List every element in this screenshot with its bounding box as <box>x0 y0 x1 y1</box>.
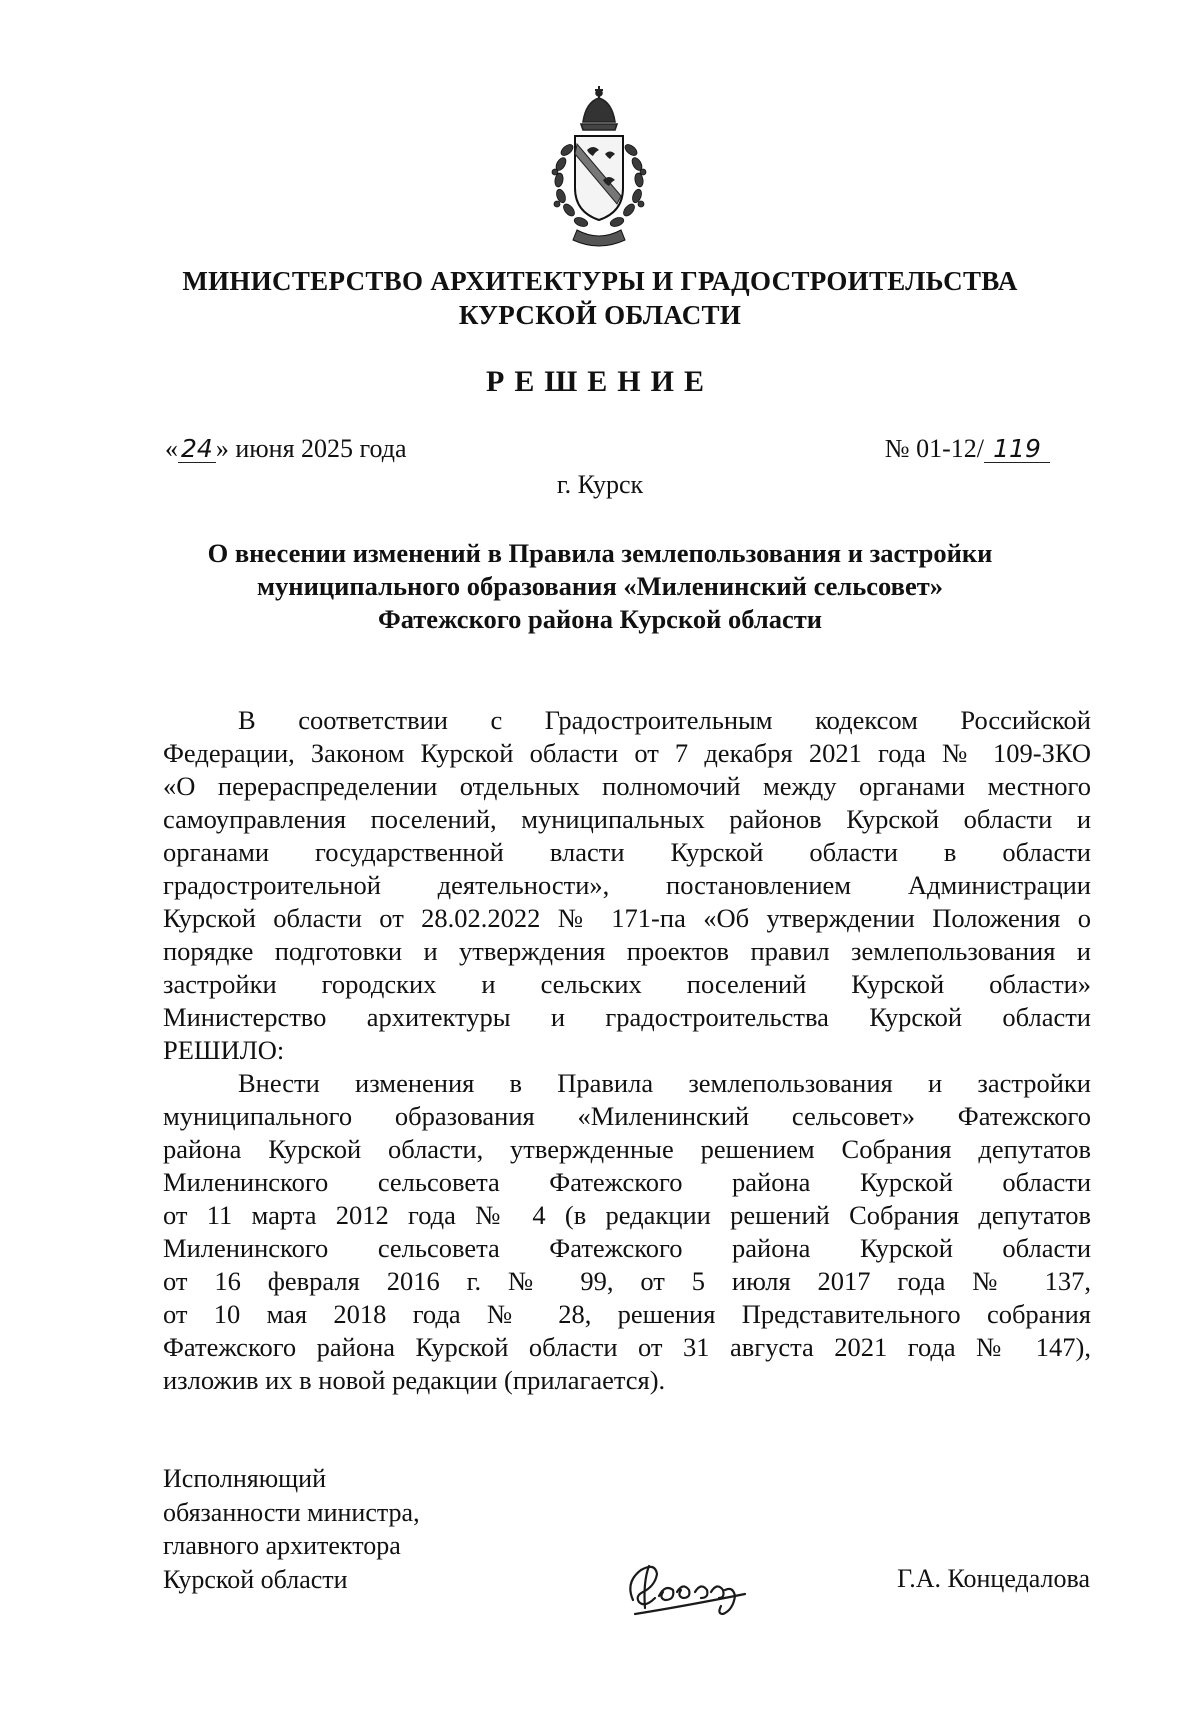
handwritten-signature-icon <box>615 1552 765 1622</box>
body-line: от 11 марта 2012 года № 4 (в редакции решений Собрания депутатов <box>163 1200 1091 1230</box>
body-line: Миленинского сельсовета Фатежского района Курской области <box>163 1233 1091 1263</box>
subject-line2: муниципального образования «Миленинский сельсовет» <box>257 571 943 601</box>
signatory-title-line: главного архитектора <box>163 1531 401 1560</box>
signatory-title-line: Курской области <box>163 1564 348 1594</box>
body-line: застройки городских и сельских поселений Курской области» <box>163 969 1091 999</box>
body-line: Фатежского района Курской области от 31 августа 2021 года № 147), <box>163 1332 1091 1362</box>
document-type-title: РЕШЕНИЕ <box>486 365 714 398</box>
body-line: градостроительной деятельности», постановлением Администрации <box>163 870 1091 900</box>
decision-number <box>885 434 1050 464</box>
body-line: РЕШИЛО: <box>163 1035 285 1065</box>
body-line: Министерство архитектуры и градостроительства Курской области <box>163 1002 1091 1032</box>
body-line: органами государственной власти Курской области в области <box>163 837 1091 867</box>
number-prefix: № 01-12/ <box>884 434 984 463</box>
date-month-year: » июня 2025 года <box>215 434 407 463</box>
signatory-title-line: Исполняющий <box>163 1464 327 1493</box>
decision-subject <box>0 537 1200 636</box>
body-line: Курской области от 28.02.2022 № 171-па «Об утверждении Положения о <box>163 903 1091 933</box>
signatory-title <box>163 1462 420 1596</box>
body-line: В соответствии с Градостроительным кодексом Российской <box>238 705 1091 735</box>
ministry-name-line1: МИНИСТЕРСТВО АРХИТЕКТУРЫ И ГРАДОСТРОИТЕЛЬСТВА <box>182 266 1018 296</box>
body-line: порядке подготовки и утверждения проектов правил землепользования и <box>163 936 1091 966</box>
body-paragraph-2 <box>163 1067 1091 1397</box>
number-handwritten: 119 <box>984 436 1050 463</box>
body-line: «О перераспределении отдельных полномочий между органами местного <box>163 771 1091 801</box>
body-line: Миленинского сельсовета Фатежского района Курской области <box>163 1167 1091 1197</box>
body-line: изложив их в новой редакции (прилагается). <box>163 1365 666 1395</box>
signer-name: Г.А. Концедалова <box>897 1564 1090 1593</box>
body-line: района Курской области, утвержденные решением Собрания депутатов <box>163 1134 1091 1164</box>
decision-date <box>165 434 407 464</box>
date-day-handwritten: 24 <box>178 436 216 463</box>
decision-body <box>163 704 1091 1397</box>
coat-of-arms-icon <box>531 84 667 256</box>
subject-line3: Фатежского района Курской области <box>377 604 823 634</box>
body-line: от 10 мая 2018 года № 28, решения Представительного собрания <box>163 1299 1091 1329</box>
body-line: Федерации, Законом Курской области от 7 декабря 2021 года № 109-ЗКО <box>163 738 1091 768</box>
ministry-name-line2: КУРСКОЙ ОБЛАСТИ <box>458 300 742 330</box>
body-line: от 16 февраля 2016 г. № 99, от 5 июля 2017 года № 137, <box>163 1266 1091 1296</box>
body-line: муниципального образования «Миленинский сельсовет» Фатежского <box>163 1101 1091 1131</box>
body-line: Внести изменения в Правила землепользования и застройки <box>238 1068 1091 1098</box>
signatory-title-line: обязанности министра, <box>163 1497 420 1527</box>
city-label: г. Курск <box>556 470 644 499</box>
date-open-quote: « <box>165 434 178 463</box>
body-paragraph-1 <box>163 704 1091 1067</box>
subject-line1: О внесении изменений в Правила землепользования и застройки <box>207 538 993 568</box>
body-line: самоуправления поселений, муниципальных районов Курской области и <box>163 804 1091 834</box>
